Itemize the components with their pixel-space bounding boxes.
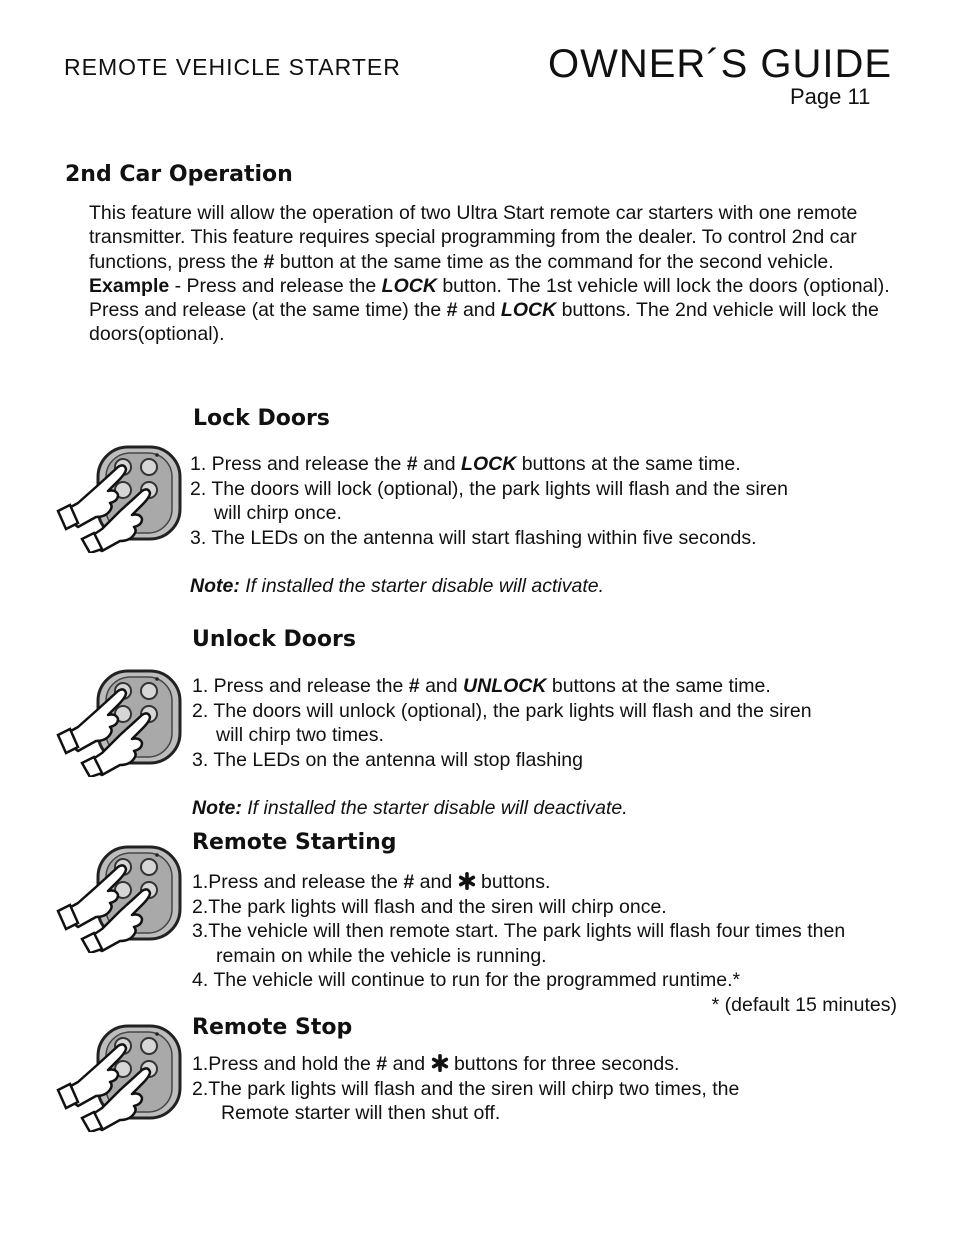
list-item [190, 452, 890, 477]
key-fob-unlock-illustration [56, 667, 186, 777]
text: and [419, 675, 464, 697]
header-left-title: REMOTE VEHICLE STARTER [64, 54, 401, 80]
list-item: 3. The LEDs on the antenna will start flashing within five seconds. [190, 526, 757, 549]
example-label: Example [89, 274, 170, 297]
list-item [192, 870, 897, 895]
text: 1.Press and hold the [192, 1053, 377, 1075]
section-title-remote-stop: Remote Stop [192, 1015, 353, 1040]
header-right-title: OWNER´S GUIDE [548, 42, 893, 86]
text: 1. Press and release the [190, 453, 407, 475]
note-text: If installed the starter disable will deactivate. [241, 797, 628, 819]
list-item-continued: Remote starter will then shut off. [221, 1102, 501, 1124]
note-text: If installed the starter disable will activate. [239, 575, 604, 597]
text: and [387, 1053, 431, 1075]
unlock-doors-steps [192, 674, 892, 772]
lock-doors-steps [190, 452, 890, 550]
key-fob-lock-illustration [56, 443, 186, 553]
hash-key: # [403, 871, 415, 893]
asterisk-icon [458, 872, 476, 890]
text: button. The 1st vehicle will lock the doors (optional). Press and release (at the same time) the [89, 274, 890, 322]
remote-stop-steps [192, 1052, 892, 1126]
list-item-continued: will chirp two times. [216, 724, 384, 746]
text: buttons at the same time. [546, 675, 771, 697]
list-item: 2. The doors will lock (optional), the park lights will flash and the siren [190, 477, 788, 500]
list-item-continued: will chirp once. [214, 502, 342, 524]
unlock-doors-note [192, 797, 628, 820]
list-item: 2.The park lights will flash and the siren will chirp two times, the [192, 1077, 740, 1100]
unlock-key: UNLOCK [463, 675, 547, 697]
key-fob-stop-illustration [56, 1022, 186, 1132]
page-number: Page 11 [790, 84, 871, 109]
text: buttons. The 2nd vehicle will lock the doors(optional). [89, 299, 879, 346]
list-item [192, 674, 892, 699]
section-title-remote-starting: Remote Starting [192, 830, 397, 855]
list-item [192, 1052, 892, 1077]
lock-key: LOCK [381, 274, 437, 297]
list-item: 4. The vehicle will continue to run for the programmed runtime.* [192, 969, 741, 991]
lock-key: LOCK [461, 453, 517, 475]
text: and [414, 871, 458, 893]
text: - Press and release the [169, 274, 382, 297]
hash-key: # [376, 1053, 388, 1075]
section-title-lock-doors: Lock Doors [193, 406, 330, 431]
text: button at the same time as the command for the second vehicle. [274, 250, 834, 273]
footnote: * (default 15 minutes) [711, 993, 897, 1016]
hash-key: # [406, 453, 418, 475]
list-item: 3.The vehicle will then remote start. The park lights will flash four times then [192, 920, 846, 942]
text: 1. Press and release the [192, 675, 409, 697]
note-label: Note: [190, 575, 240, 597]
hash-key: # [408, 675, 420, 697]
text: buttons for three seconds. [448, 1053, 680, 1075]
asterisk-icon [431, 1054, 449, 1072]
second-car-paragraph [89, 201, 909, 347]
hash-key: # [263, 250, 275, 273]
hash-key: # [446, 299, 458, 322]
text: and [417, 453, 462, 475]
section-title-unlock-doors: Unlock Doors [192, 627, 356, 652]
list-item-continued: remain on while the vehicle is running. [216, 944, 547, 967]
lock-key: LOCK [500, 299, 557, 322]
text: 1.Press and release the [192, 871, 404, 893]
text: This feature will allow the operation of two Ultra Start remote car starters with one remote transmitter. This feature requires special programming from the dealer. To control 2nd car functions, press the [89, 202, 858, 273]
key-fob-start-illustration [56, 843, 186, 953]
lock-doors-note [190, 575, 604, 598]
text: and [457, 299, 501, 322]
remote-starting-steps [192, 870, 897, 1017]
list-item: 3. The LEDs on the antenna will stop flashing [192, 748, 583, 771]
list-item: 2. The doors will unlock (optional), the park lights will flash and the siren [192, 699, 812, 722]
text: buttons. [475, 871, 551, 893]
text: buttons at the same time. [516, 453, 741, 475]
note-label: Note: [192, 797, 242, 819]
list-item: 2.The park lights will flash and the siren will chirp once. [192, 895, 667, 918]
section-title-2nd-car: 2nd Car Operation [65, 162, 293, 187]
